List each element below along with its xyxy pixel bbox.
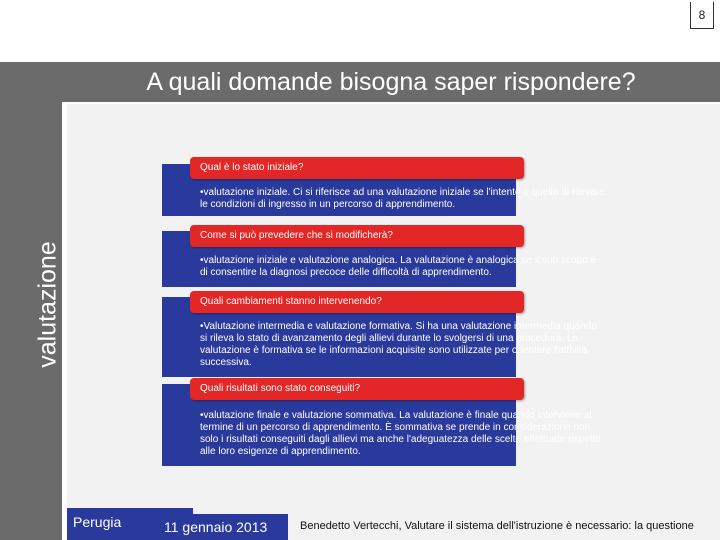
footer-location: Perugia [67,508,193,540]
question-label-4: Quali risultati sono stato conseguiti? [190,378,524,400]
slide-title: A quali domande bisogna saper rispondere? [146,68,636,96]
question-label-2: Come si può prevedere che si modificherà? [190,225,524,247]
answer-text-4: •valutazione finale e valutazione sommativa. La valutazione è finale quando interviene al termine di un percorso di apprendimento. È sommativa se prende in considerazione non solo i risultati conseguiti dagli allievi ma anche l'adeguatezza delle scelte effettuate rispetto alle loro esigenze di apprendimento. [200,410,601,457]
answer-text-2: •valutazione iniziale e valutazione analogica. La valutazione è analogica se il suo scopo è di consentire la diagnosi precoce delle difficoltà di apprendimento. [200,255,596,278]
vertical-section-label: valutazione [33,241,62,368]
answer-text-3: •Valutazione intermedia e valutazione formativa. Si ha una valutazione intermedia quando si rileva lo stato di avanzamento degli allievi durante lo svolgersi di una procedura. La valutazione è formativa se le informazioni acquisite sono utilizzate per orientare l'attività successiva. [200,321,597,368]
footer-date: 11 gennaio 2013 [160,514,288,540]
answer-text-1: •valutazione iniziale. Ci si riferisce ad una valutazione iniziale se l'intento è quello di rilevare le condizioni di ingresso in un percorso di apprendimento. [200,187,605,210]
question-label-3: Quali cambiamenti stanno intervenendo? [190,291,524,313]
footer-citation: Benedetto Vertecchi, Valutare il sistema dell'istruzione è necessario: la questione [300,520,694,532]
question-label-1: Qual è lo stato iniziale? [190,157,524,179]
page-number: 8 [690,2,714,29]
